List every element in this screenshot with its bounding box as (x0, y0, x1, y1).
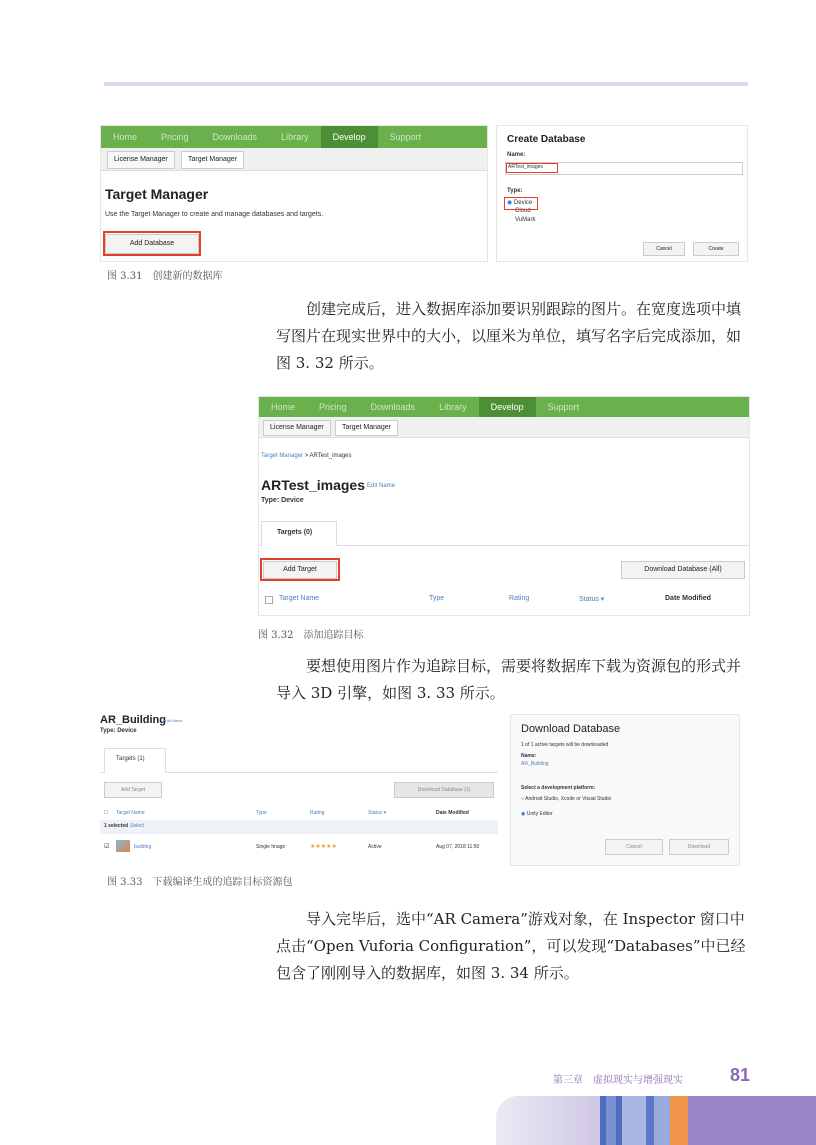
col-date-modified[interactable]: Date Modified (665, 595, 711, 602)
nav-downloads[interactable]: Downloads (212, 132, 258, 142)
radio-selected-icon: ◉ (521, 811, 526, 817)
nav-bar (259, 397, 749, 417)
col-date-modified[interactable]: Date Modified (436, 810, 469, 816)
footer-decoration (670, 1096, 688, 1145)
footer-decoration (646, 1096, 654, 1145)
page-title: Target Manager (105, 186, 209, 202)
col-target-name[interactable]: Target Name (279, 595, 320, 602)
figure-caption-3-33: 图 3.33 下载编译生成的追踪目标资源包 (107, 877, 293, 888)
selection-bar (100, 820, 498, 834)
platform-option-unity-label: Unity Editor (526, 811, 553, 817)
nav-bar (101, 126, 487, 148)
footer-decoration (654, 1096, 670, 1145)
type-vumark-label: VuMark (515, 217, 536, 223)
col-status[interactable]: Status ▾ (368, 810, 387, 816)
col-status[interactable]: Status ▾ (579, 596, 605, 603)
fig33-database-screenshot (100, 712, 498, 864)
nav-home[interactable]: Home (113, 132, 138, 142)
type-device-label: Device (513, 200, 533, 206)
cancel-button[interactable]: Cancel (643, 242, 685, 256)
select-all-checkbox[interactable] (265, 596, 273, 604)
row-target-name[interactable]: building (134, 844, 152, 850)
figure-caption-3-31: 图 3.31 创建新的数据库 (107, 271, 223, 282)
database-type: Type: Device (100, 728, 137, 734)
nav-library[interactable]: Library (439, 402, 467, 412)
highlight-box (504, 197, 538, 210)
breadcrumb (261, 453, 351, 459)
nav-support[interactable]: Support (389, 132, 422, 142)
type-vumark-radio[interactable] (515, 217, 535, 223)
name-value: AR_Building (521, 761, 549, 767)
paragraph-1: 创建完成后，进入数据库添加要识别跟踪的图片。在宽度选项中填写图片在现实世界中的大小，以厘米为单位，填写名字后完成添加，如图 3. 32 所示。 (276, 300, 742, 372)
nav-support[interactable]: Support (547, 402, 580, 412)
highlight-box (506, 163, 558, 173)
target-thumbnail (116, 840, 130, 852)
tab-target-manager[interactable]: Target Manager (335, 420, 398, 436)
chapter-label: 第三章 虚拟现实与增强现实 (553, 1075, 683, 1086)
dialog-title: Create Database (507, 134, 586, 145)
paragraph-2: 要想使用图片作为追踪目标，需要将数据库下载为资源包的形式并导入 3D 引擎，如图 3. 33 所示。 (276, 657, 742, 702)
download-database-button[interactable]: Download Database (All) (621, 561, 745, 579)
paragraph-3: 导入完毕后，选中“AR Camera”游戏对象，在 Inspector 窗口中点击“Open Vuforia Configuration”，可以发现“Databases”中已经包含了刚刚导入的数据库，如图 3. 34 所示。 (276, 910, 746, 982)
page-number: 81 (730, 1065, 751, 1085)
row-status: Active (368, 844, 382, 850)
nav-pricing[interactable]: Pricing (161, 132, 189, 142)
tab-license-manager[interactable]: License Manager (263, 420, 331, 436)
edit-name-link[interactable]: Edit Name (164, 718, 183, 723)
tab-license-manager[interactable]: License Manager (107, 151, 175, 169)
dialog-subtitle: 1 of 1 active targets will be downloaded (521, 742, 609, 748)
sub-nav (259, 417, 749, 438)
row-date: Aug 07, 2018 11:50 (436, 844, 480, 850)
col-target-name[interactable]: Target Name (116, 810, 145, 816)
row-checkbox[interactable]: ☑ (104, 844, 110, 850)
nav-develop[interactable]: Develop (321, 126, 378, 148)
fig32-database-screenshot (258, 396, 750, 616)
create-button[interactable]: Create (693, 242, 739, 256)
col-rating[interactable]: Rating (310, 810, 325, 816)
targets-tab-label: Targets (1) (116, 756, 145, 762)
footer-decoration (496, 1096, 600, 1145)
add-target-button[interactable]: Add Target (263, 561, 337, 579)
dialog-title: Download Database (521, 723, 621, 735)
platform-option-unity[interactable] (521, 811, 553, 817)
name-value: ARTest_images (508, 164, 543, 170)
row-rating-stars: ★★★★★ (310, 844, 337, 850)
highlight-box (260, 558, 340, 581)
row-type: Single Image (256, 844, 286, 850)
download-database-dialog (510, 714, 740, 866)
breadcrumb-current: > ARTest_images (304, 453, 352, 459)
col-type[interactable]: Type (256, 810, 267, 816)
header-rule (104, 82, 748, 86)
name-label: Name: (521, 753, 537, 759)
database-type: Type: Device (261, 497, 304, 504)
create-database-dialog (496, 125, 748, 262)
highlight-box (103, 231, 201, 256)
name-label: Name: (507, 152, 526, 158)
nav-library[interactable]: Library (281, 132, 309, 142)
fig31-target-manager-screenshot (100, 125, 488, 262)
type-cloud-label: Cloud (515, 208, 531, 214)
footer-decoration (688, 1096, 816, 1145)
select-link[interactable]: Select (130, 823, 144, 829)
col-rating[interactable]: Rating (509, 595, 530, 602)
download-button[interactable]: Download (669, 839, 729, 855)
col-type[interactable]: Type (429, 595, 445, 602)
select-all-checkbox[interactable]: ☐ (104, 810, 109, 816)
database-title: ARTest_images (261, 477, 366, 493)
add-database-button[interactable]: Add Database (105, 234, 199, 254)
page-description: Use the Target Manager to create and manage databases and targets. (105, 211, 324, 218)
download-database-button[interactable]: Download Database (1) (394, 782, 494, 798)
nav-home[interactable]: Home (271, 402, 296, 412)
figure-caption-3-32: 图 3.32 添加追踪目标 (258, 630, 364, 641)
edit-name-link[interactable]: Edit Name (367, 483, 396, 489)
nav-downloads[interactable]: Downloads (370, 402, 416, 412)
cancel-button[interactable]: Cancel (605, 839, 663, 855)
sub-nav (101, 148, 487, 171)
breadcrumb-link[interactable]: Target Manager (261, 453, 304, 459)
targets-tab-label: Targets (0) (277, 529, 313, 536)
selected-count: 1 selected (104, 823, 129, 829)
tab-target-manager[interactable]: Target Manager (181, 151, 244, 169)
footer-decoration (622, 1096, 646, 1145)
nav-pricing[interactable]: Pricing (319, 402, 347, 412)
platform-label: Select a development platform: (521, 785, 596, 791)
footer-decoration (606, 1096, 616, 1145)
radio-selected-icon: ◉ (507, 200, 513, 206)
nav-develop[interactable]: Develop (479, 397, 536, 417)
platform-option-native[interactable]: ○ Android Studio, Xcode or Visual Studio (521, 796, 612, 802)
database-title: AR_Building (100, 714, 166, 726)
type-label: Type: (507, 188, 523, 194)
platform-option-native-label: Android Studio, Xcode or Visual Studio (525, 796, 612, 802)
add-target-button[interactable]: Add Target (104, 782, 162, 798)
